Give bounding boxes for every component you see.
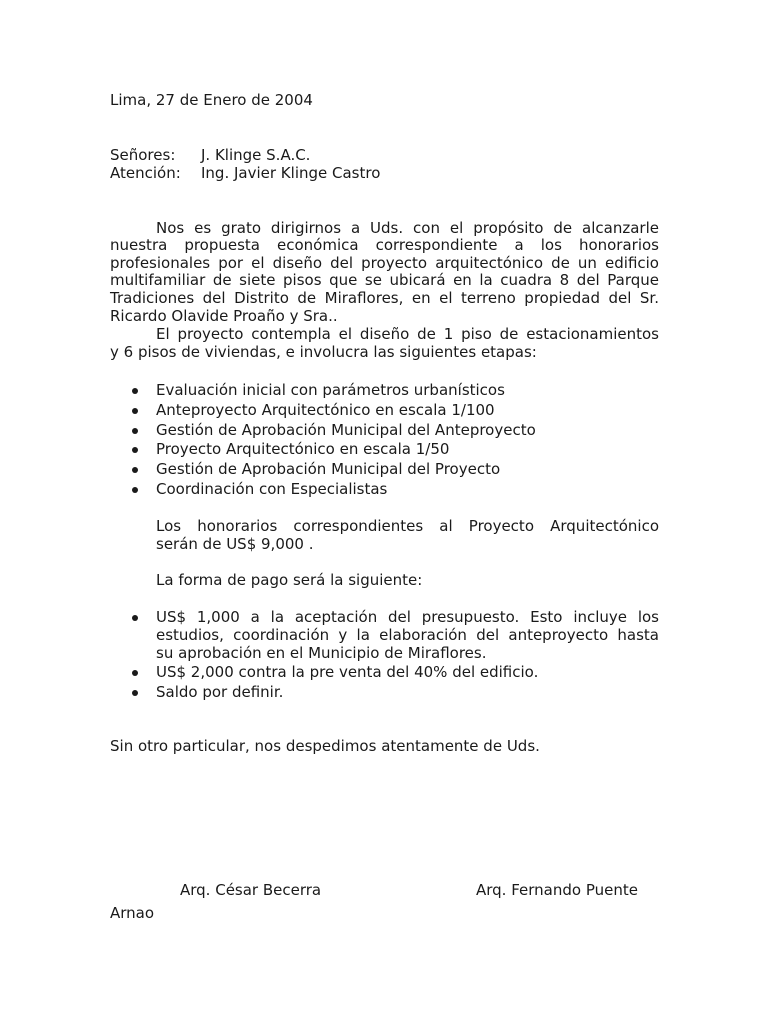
bullet-icon bbox=[132, 670, 138, 676]
project-line: y 6 pisos de viviendas, e involucra las siguientes etapas: bbox=[110, 343, 537, 361]
intro-line: multifamiliar de siete pisos que se ubicará en la cuadra 8 del Parque bbox=[110, 271, 659, 289]
stage-item: Gestión de Aprobación Municipal del Anteproyecto bbox=[156, 421, 536, 439]
recipient-senores bbox=[110, 146, 310, 164]
fees-line: serán de US$ 9,000 . bbox=[156, 535, 314, 553]
atencion-value: Ing. Javier Klinge Castro bbox=[201, 164, 381, 182]
senores-value: J. Klinge S.A.C. bbox=[201, 146, 311, 164]
payment-item: Saldo por definir. bbox=[156, 683, 284, 701]
stage-item: Gestión de Aprobación Municipal del Proyecto bbox=[156, 460, 501, 478]
bullet-icon bbox=[132, 447, 138, 453]
bullet-icon bbox=[132, 408, 138, 414]
payment-item: US$ 2,000 contra la pre venta del 40% del edificio. bbox=[156, 663, 539, 681]
intro-line: Nos es grato dirigirnos a Uds. con el propósito de alcanzarle bbox=[156, 219, 659, 237]
bullet-icon bbox=[132, 615, 138, 621]
signature-right: Arq. Fernando Puente bbox=[476, 881, 638, 899]
intro-line: profesionales por el diseño del proyecto arquitectónico de un edificio bbox=[110, 254, 659, 272]
atencion-label: Atención: bbox=[110, 164, 181, 182]
stage-item: Proyecto Arquitectónico en escala 1/50 bbox=[156, 440, 450, 458]
signature-left: Arq. César Becerra bbox=[180, 881, 322, 899]
stage-item: Evaluación inicial con parámetros urbanísticos bbox=[156, 381, 505, 399]
intro-line: Tradiciones del Distrito de Miraflores, en el terreno propiedad del Sr. bbox=[110, 289, 659, 307]
stage-item: Coordinación con Especialistas bbox=[156, 480, 388, 498]
fees-line: Los honorarios correspondientes al Proyecto Arquitectónico bbox=[156, 517, 659, 535]
closing-line: Sin otro particular, nos despedimos atentamente de Uds. bbox=[110, 737, 540, 755]
intro-line: Ricardo Olavide Proaño y Sra.. bbox=[110, 307, 338, 325]
intro-line: nuestra propuesta económica correspondiente a los honorarios bbox=[110, 236, 659, 254]
recipient-atencion bbox=[110, 164, 380, 182]
stage-item: Anteproyecto Arquitectónico en escala 1/100 bbox=[156, 401, 495, 419]
bullet-icon bbox=[132, 388, 138, 394]
bullet-icon bbox=[132, 467, 138, 473]
project-line: El proyecto contempla el diseño de 1 piso de estacionamientos bbox=[156, 325, 659, 343]
payment-item-line: estudios, coordinación y la elaboración del anteproyecto hasta bbox=[156, 626, 659, 644]
payment-item-line: su aprobación en el Municipio de Miraflores. bbox=[156, 644, 487, 662]
bullet-icon bbox=[132, 690, 138, 696]
bullet-icon bbox=[132, 487, 138, 493]
date-line: Lima, 27 de Enero de 2004 bbox=[110, 91, 313, 109]
senores-label: Señores: bbox=[110, 146, 176, 164]
signature-continuation: Arnao bbox=[110, 904, 155, 922]
payment-intro: La forma de pago será la siguiente: bbox=[156, 571, 423, 589]
bullet-icon bbox=[132, 428, 138, 434]
payment-item-line: US$ 1,000 a la aceptación del presupuesto. Esto incluye los bbox=[156, 608, 659, 626]
